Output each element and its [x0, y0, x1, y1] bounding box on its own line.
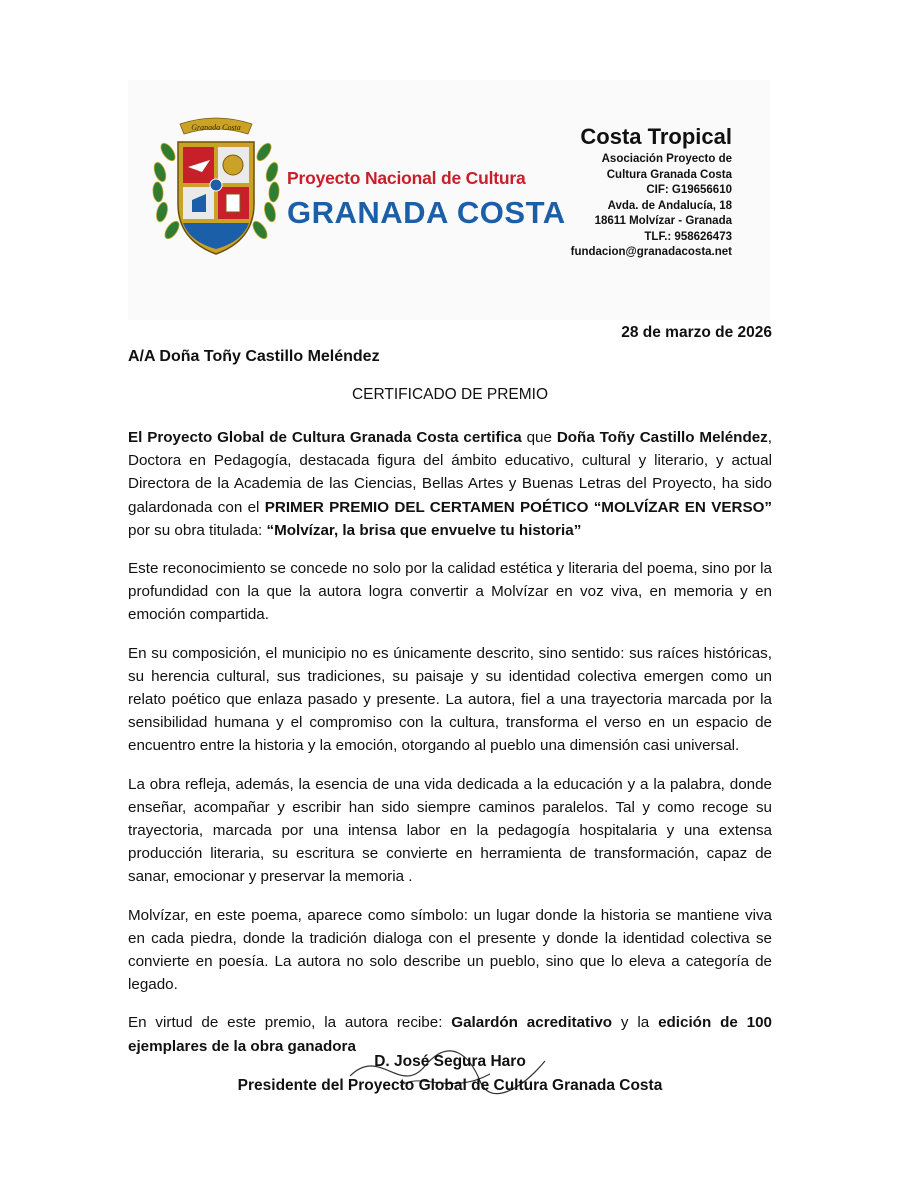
certifier-text: El Proyecto Global de Cultura Granada Costa certifica — [128, 429, 522, 446]
p6-text-1: En virtud de este premio, la autora recibe: — [128, 1014, 452, 1032]
document-date: 28 de marzo de 2026 — [621, 324, 772, 341]
signer-role: Presidente del Proyecto Global de Cultura Granada Costa — [237, 1077, 663, 1094]
granada-costa-logo — [150, 112, 282, 262]
brand-title: GRANADA COSTA — [287, 195, 566, 230]
paragraph-1 — [128, 426, 772, 542]
p6-text-2: y la — [612, 1014, 659, 1032]
org-cif: CIF: G19656610 — [646, 184, 732, 196]
logo-lettering: Granada Costa — [191, 123, 241, 132]
paragraph-3: En su composición, el municipio no es únicamente descrito, sino sentido: sus raíces históricas, su herencia cultural, sus tradiciones, su paisaje y su identidad colectiva emergen como un relato poético que enlaza pasado y presente. La autora, fiel a una trayectoria marcada por la sensibilidad humana y el compromiso con la cultura, transforma el verso en un espacio de encuentro entre la historia y la emoción, otorgando al pueblo una dimensión casi universal. — [128, 644, 772, 755]
recipient: A/A Doña Toñy Castillo Meléndez — [128, 348, 380, 365]
document-title: CERTIFICADO DE PREMIO — [351, 386, 549, 403]
awardee-name: Doña Toñy Castillo Meléndez — [556, 429, 768, 446]
signer-name: D. José Segura Haro — [374, 1053, 526, 1070]
work-title: “Molvízar, la brisa que envuelve tu historia” — [266, 521, 582, 539]
org-phone: TLF.: 958626473 — [644, 230, 732, 243]
p1-text-2: , Doctora en Pedagogía, destacada figura del ámbito educativo, cultural y literario, y actual Directora de la Academia de las Ciencias, Bellas Artes y Buenas Letras del Proyecto, ha sido galardonada con el — [128, 429, 773, 516]
award-name: PRIMER PREMIO DEL CERTAMEN POÉTICO “MOLVÍZAR EN VERSO” — [264, 498, 772, 516]
prize-item-1: Galardón acreditativo — [451, 1014, 613, 1032]
brand-subtitle: Proyecto Nacional de Cultura — [287, 168, 526, 188]
prize-item-2: edición de 100 ejemplares de la obra ganadora — [128, 1014, 773, 1055]
paragraph-5: Molvízar, en este poema, aparece como símbolo: un lugar donde la historia se mantiene viva en cada piedra, donde la tradición dialoga con el presente y donde la identidad colectiva se convierte en poesía. La autora no solo describe un pueblo, sino que lo eleva a categoría de legado. — [128, 906, 772, 994]
certificate-body — [128, 426, 772, 1073]
org-city: 18611 Molvízar - Granada — [594, 215, 732, 227]
org-email: fundacion@granadacosta.net — [570, 246, 732, 258]
org-name-line2: Cultura Granada Costa — [606, 168, 732, 181]
org-street: Avda. de Andalucía, 18 — [607, 199, 732, 212]
signature-block — [0, 1050, 900, 1098]
paragraph-2: Este reconocimiento se concede no solo por la calidad estética y literaria del poema, sino por la profundidad con la que la autora logra convertir a Molvízar en voz viva, en memoria y en emoción compartida. — [128, 560, 772, 624]
org-name-line1: Asociación Proyecto de — [601, 153, 732, 165]
p1-text-3: por su obra titulada: — [128, 521, 267, 539]
organization-address — [571, 124, 732, 261]
org-title: Costa Tropical — [580, 124, 732, 149]
brand-block — [287, 168, 566, 231]
p1-text-1: que — [521, 429, 557, 446]
paragraph-4: La obra refleja, además, la esencia de una vida dedicada a la educación y a la palabra, donde enseñar, acompañar y escribir han sido siempre caminos paralelos. Tal y como recoge su trayectoria, marcada por una intensa labor en la pedagogía hospitalaria y una extensa producción literaria, su escritura se convierte en herramienta de transformación, capaz de sanar, emocionar y preservar la memoria . — [128, 775, 772, 886]
